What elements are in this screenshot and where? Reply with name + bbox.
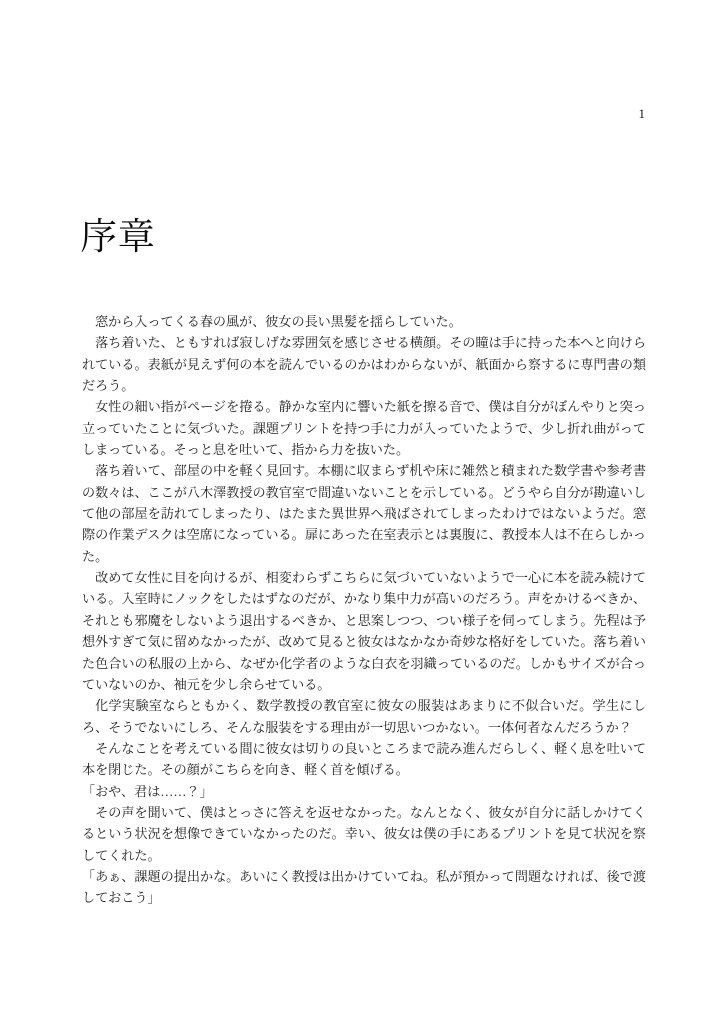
body-paragraph: その声を聞いて、僕はとっさに答えを返せなかった。なんとなく、彼女が自分に話しかけてくるという状況を想像できていなかったのだ。幸い、彼女は僕の手にあるプリントを見て状況を察してくれた。 [82, 804, 646, 863]
body-paragraph: 窓から入ってくる春の風が、彼女の長い黒髪を揺らしていた。 [95, 314, 462, 329]
body-paragraph: そんなことを考えている間に彼女は切りの良いところまで読み進んだらしく、軽く息を吐いて本を閉じた。その顔がこちらを向き、軽く首を傾げる。 [82, 740, 646, 778]
body-paragraph: 女性の細い指がページを捲る。静かな室内に響いた紙を擦る音で、僕は自分がぼんやりと突っ立っていたことに気づいた。課題プリントを持つ手に力が入っていたようで、少し折れ曲がってしまっている。そっと息を吐いて、指から力を抜いた。 [82, 399, 646, 458]
body-paragraph: 落ち着いた、ともすれば寂しげな雰囲気を感じさせる横顔。その瞳は手に持った本へと向けられている。表紙が見えず何の本を読んでいるのかはわからないが、紙面から察するに専門書の類だろう。 [82, 335, 646, 394]
body-paragraph: 化学実験室ならともかく、数学教授の教官室に彼女の服装はあまりに不似合いだ。学生にしろ、そうでないにしろ、そんな服装をする理由が一切思いつかない。一体何者なんだろうか？ [82, 698, 646, 735]
body-paragraph: 落ち着いて、部屋の中を軽く見回す。本棚に収まらず机や床に雑然と積まれた数学書や参考書の数々は、ここが八木澤教授の教官室で間違いないことを示している。どうやら自分が勘違いして他の部屋を訪れてしまったり、はたまた異世界へ飛ばされてしまったわけではないようだ。窓際の作業デスクは空席になっている。扉にあった在室表示とは裏腹に、教授本人は不在らしかった。 [82, 463, 646, 564]
body-text-block [82, 311, 646, 909]
dialogue-paragraph: 「あぁ、課題の提出かな。あいにく教授は出かけていてね。私が預かって問題なければ、後で渡しておこう」 [82, 868, 646, 906]
chapter-heading: 序章 [80, 215, 156, 258]
body-paragraph: 改めて女性に目を向けるが、相変わらずこちらに気づいていないようで一心に本を読み続けている。入室時にノックをしたはずなのだが、かなり集中力が高いのだろう。声をかけるべきか、それとも邪魔をしないよう退出するべきか、と思案しつつ、つい様子を伺ってしまう。先程は予想外すぎて気に留めなかったが、改めて見ると彼女はなかなか奇妙な格好をしていた。落ち着いた色合いの私服の上から、なぜか化学者のような白衣を羽織っているのだ。しかもサイズが合っていないのか、袖元を少し余らせている。 [82, 570, 646, 692]
dialogue-paragraph: 「おや、君は……？」 [82, 783, 213, 799]
page-number: 1 [638, 106, 645, 121]
